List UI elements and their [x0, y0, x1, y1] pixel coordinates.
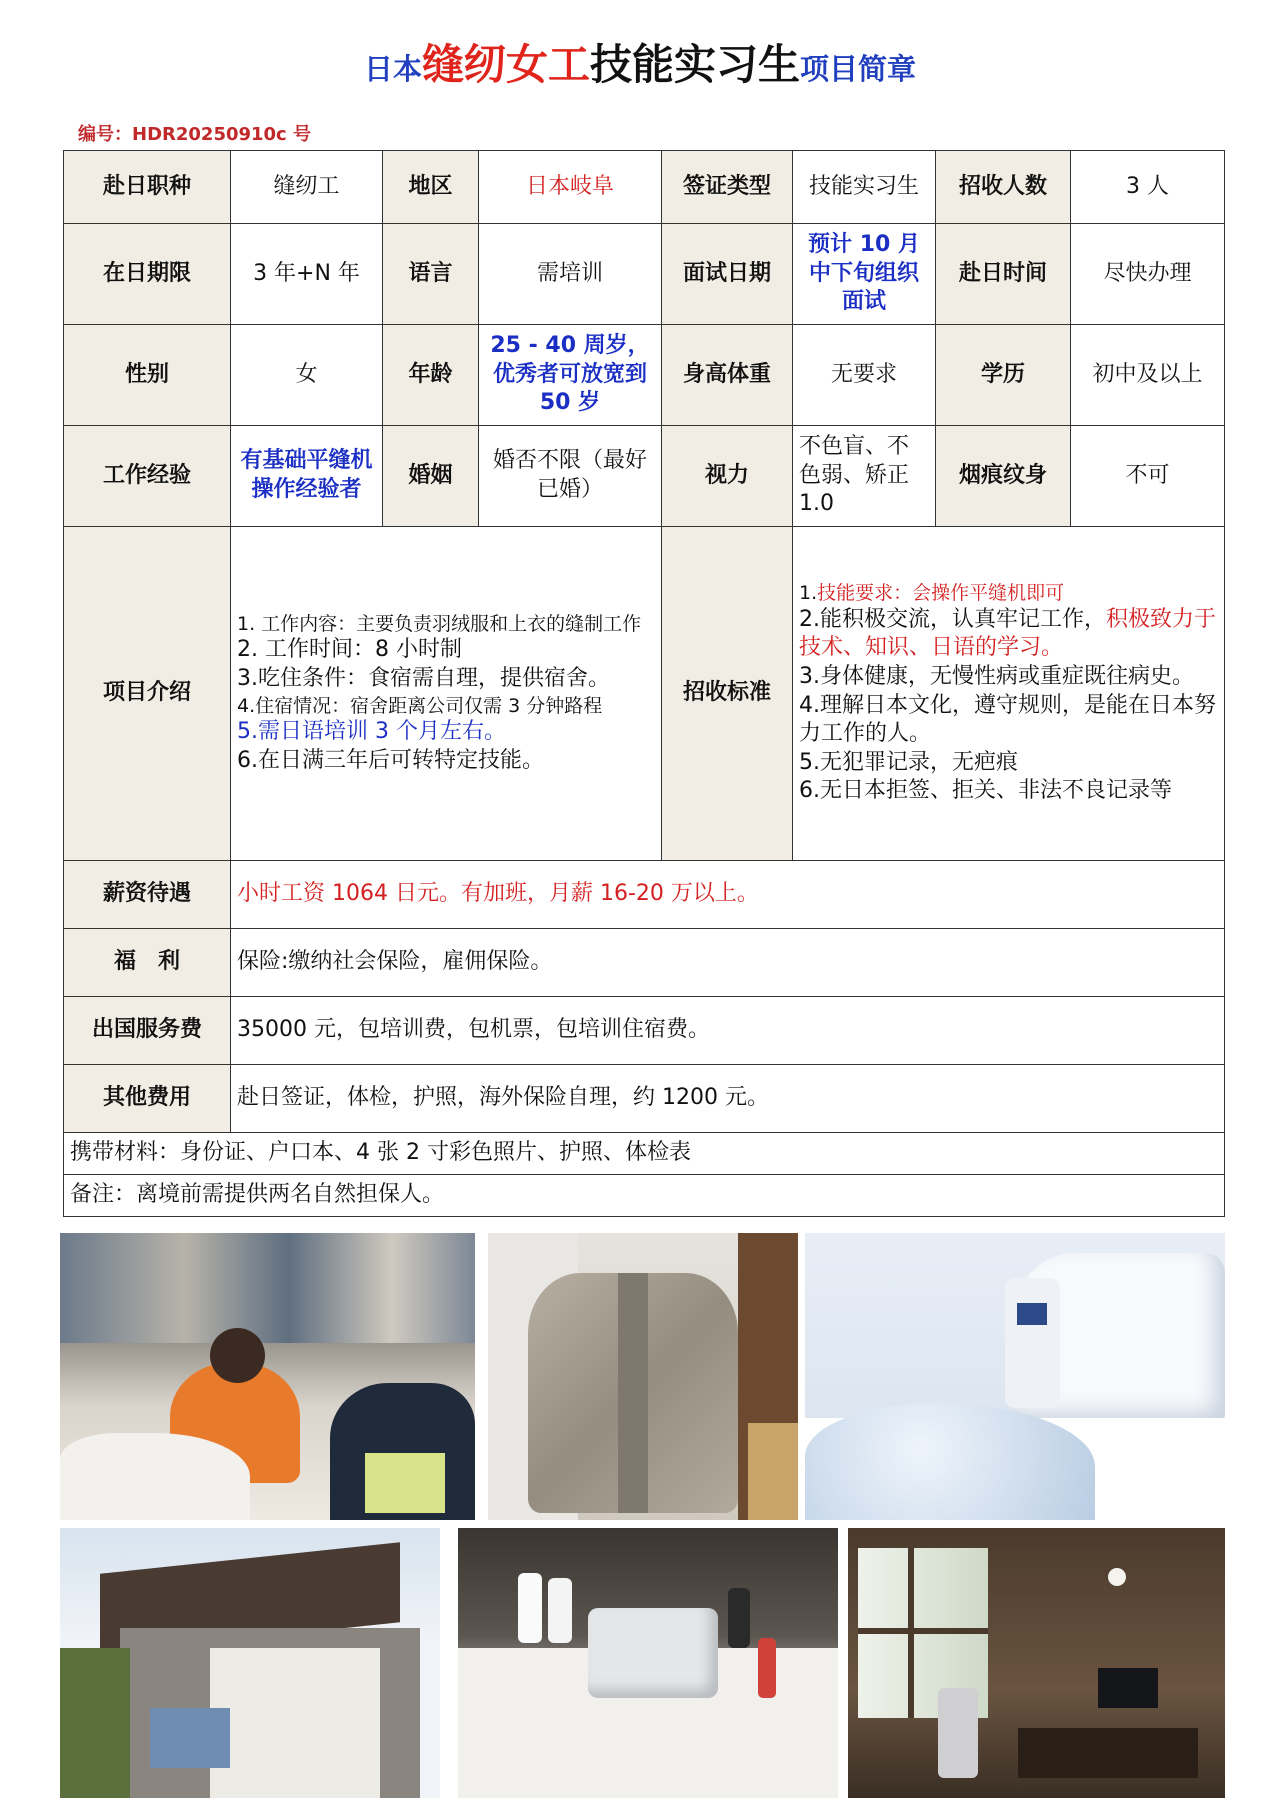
list-item: [799, 606, 1218, 663]
overlock-machine-photo: [458, 1528, 838, 1798]
standards-label: 招收标准: [662, 527, 793, 861]
info-table: [63, 150, 1225, 1217]
item-prefix: 1.: [799, 582, 818, 605]
gender-label: 性别: [64, 325, 231, 426]
title-suffix: 项目简章: [800, 52, 917, 86]
table-row: [64, 1065, 1225, 1133]
page-title: [0, 40, 1280, 89]
item-text: 技能要求：会操作平缝机即可: [817, 582, 1065, 605]
list-item: 6.在日满三年后可转特定技能。: [237, 747, 544, 773]
list-item: 5.无犯罪记录，无疤痕: [799, 749, 1018, 775]
job-label: 赴日职种: [64, 151, 231, 224]
list-item: 2. 工作时间：8 小时制: [237, 637, 462, 663]
recruit-value: 3 人: [1071, 151, 1225, 224]
title-red: 缝纫女工: [421, 40, 590, 89]
interview-label: 面试日期: [662, 224, 793, 325]
remark-text: 备注：离境前需提供两名自然担保人。: [64, 1175, 1225, 1217]
salary-label: 薪资待遇: [64, 861, 231, 929]
job-value: 缝纫工: [231, 151, 383, 224]
tattoo-label: 烟痕纹身: [936, 426, 1071, 527]
table-row: [64, 997, 1225, 1065]
marriage-label: 婚姻: [383, 426, 479, 527]
vision-value: 不色盲、不色弱、矫正 1.0: [793, 426, 936, 527]
tattoo-value: 不可: [1071, 426, 1225, 527]
marriage-value: 婚否不限（最好已婚）: [479, 426, 662, 527]
depart-value: 尽快办理: [1071, 224, 1225, 325]
project-label: 项目介绍: [64, 527, 231, 861]
table-row: [64, 426, 1225, 527]
dormitory-exterior-photo: [60, 1528, 440, 1798]
service-fee-value: 35000 元，包培训费，包机票，包培训住宿费。: [231, 997, 1225, 1065]
materials-text: 携带材料：身份证、户口本、4 张 2 寸彩色照片、护照、体检表: [64, 1133, 1225, 1175]
lang-label: 语言: [383, 224, 479, 325]
welfare-value: 保险:缴纳社会保险，雇佣保险。: [231, 929, 1225, 997]
gender-value: 女: [231, 325, 383, 426]
height-weight-label: 身高体重: [662, 325, 793, 426]
dormitory-room-photo: [848, 1528, 1225, 1798]
table-row: [64, 325, 1225, 426]
region-label: 地区: [383, 151, 479, 224]
vision-label: 视力: [662, 426, 793, 527]
experience-value: 有基础平缝机操作经验者: [231, 426, 383, 527]
period-label: 在日期限: [64, 224, 231, 325]
table-row: [64, 224, 1225, 325]
service-fee-label: 出国服务费: [64, 997, 231, 1065]
sewing-workshop-photo: [60, 1233, 475, 1520]
visa-value: 技能实习生: [793, 151, 936, 224]
table-row: [64, 527, 1225, 861]
project-list: [231, 527, 662, 861]
recruit-label: 招收人数: [936, 151, 1071, 224]
table-row: [64, 151, 1225, 224]
age-label: 年龄: [383, 325, 479, 426]
title-prefix: 日本: [363, 52, 422, 86]
doc-number: 编号：HDR20250910c 号: [78, 124, 311, 145]
height-weight-value: 无要求: [793, 325, 936, 426]
list-item: 1. 工作内容：主要负责羽绒服和上衣的缝制工作: [237, 612, 642, 635]
jacket-photo: [488, 1233, 798, 1520]
table-row: [64, 1175, 1225, 1217]
education-label: 学历: [936, 325, 1071, 426]
depart-label: 赴日时间: [936, 224, 1071, 325]
interview-value: 预计 10 月中下旬组织面试: [793, 224, 936, 325]
title-main: 技能实习生: [590, 40, 801, 89]
item-text-red: 积极致力于技术、知识、日语的学习。: [799, 606, 1217, 661]
other-fee-label: 其他费用: [64, 1065, 231, 1133]
other-fee-value: 赴日签证，体检，护照，海外保险自理，约 1200 元。: [231, 1065, 1225, 1133]
education-value: 初中及以上: [1071, 325, 1225, 426]
sewing-machine-photo: [805, 1233, 1225, 1520]
list-item: 3.吃住条件：食宿需自理，提供宿舍。: [237, 665, 610, 691]
list-item: 3.身体健康，无慢性病或重症既往病史。: [799, 663, 1194, 689]
item-text: 2.能积极交流，认真牢记工作，: [799, 606, 1106, 632]
table-row: [64, 1133, 1225, 1175]
age-value: 25 - 40 周岁，优秀者可放宽到 50 岁: [479, 325, 662, 426]
lang-value: 需培训: [479, 224, 662, 325]
table-row: [64, 861, 1225, 929]
welfare-label: 福 利: [64, 929, 231, 997]
salary-value: 小时工资 1064 日元。有加班，月薪 16-20 万以上。: [231, 861, 1225, 929]
list-item: 4.理解日本文化，遵守规则，是能在日本努力工作的人。: [799, 692, 1216, 747]
list-item: 6.无日本拒签、拒关、非法不良记录等: [799, 778, 1172, 804]
experience-label: 工作经验: [64, 426, 231, 527]
visa-label: 签证类型: [662, 151, 793, 224]
list-item: [799, 581, 1218, 606]
period-value: 3 年+N 年: [231, 224, 383, 325]
table-row: [64, 929, 1225, 997]
standards-list: [793, 527, 1225, 861]
region-value: 日本岐阜: [479, 151, 662, 224]
list-item: 4.住宿情况：宿舍距离公司仅需 3 分钟路程: [237, 694, 603, 717]
list-item: 5.需日语培训 3 个月左右。: [237, 719, 506, 745]
